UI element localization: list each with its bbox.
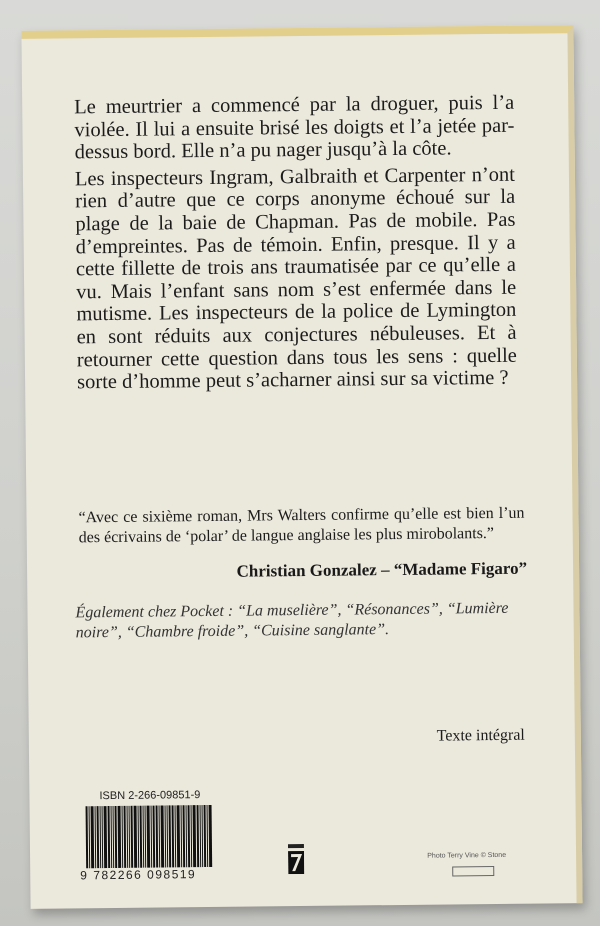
- quote-attribution: Christian Gonzalez – “Madame Figaro”: [236, 558, 528, 581]
- review-quote: “Avec ce sixième roman, Mrs Walters confirme qu’elle est bien l’un des écrivains de ‘polar’ de langue anglaise les plus mirobolants.”: [78, 504, 525, 546]
- barcode-digits: 9 782266 098519: [80, 867, 197, 883]
- credit-box: [452, 866, 494, 876]
- blurb-paragraph-2: Les inspecteurs Ingram, Galbraith et Carpenter n’ont rien d’autre que ce corps anonyme échoué sur la plage de la baie de Chapman. Pas de mobile. Pas d’empreintes. Pas de témoin. Enfin, presque. Il y a cette fillette de trois ans traumatisée par ce qu’elle a vu. Mais l’enfant sans nom s’est enfermée dans le mutisme. Les inspecteurs de la police de Lymington en sont réduits aux conjectures nébuleuses. Et à retourner cette question dans tous les sens : quelle sorte d’homme peut s’acharner ainsi sur sa victime ?: [74, 163, 517, 394]
- barcode: [86, 805, 237, 869]
- also-available-list: Également chez Pocket : “La muselière”, “Résonances”, “Lumière noire”, “Chambre froide”, “Cuisine sanglante”.: [75, 599, 509, 641]
- isbn-label: ISBN 2-266-09851-9: [99, 789, 201, 803]
- unabridged-label: Texte intégral: [436, 726, 525, 745]
- pocket-logo-icon: [288, 844, 304, 874]
- book-back-cover: [21, 25, 582, 909]
- blurb-paragraph-1: Le meurtrier a commencé par la droguer, puis l’a violée. Il lui a ensuite brisé les doigts et l’a jetée par-dessus bord. Elle n’a pu nager jusqu’à la côte.: [74, 91, 515, 164]
- blurb-text: [74, 92, 517, 398]
- photo-credit: Photo Terry Vine © Stone: [427, 851, 507, 860]
